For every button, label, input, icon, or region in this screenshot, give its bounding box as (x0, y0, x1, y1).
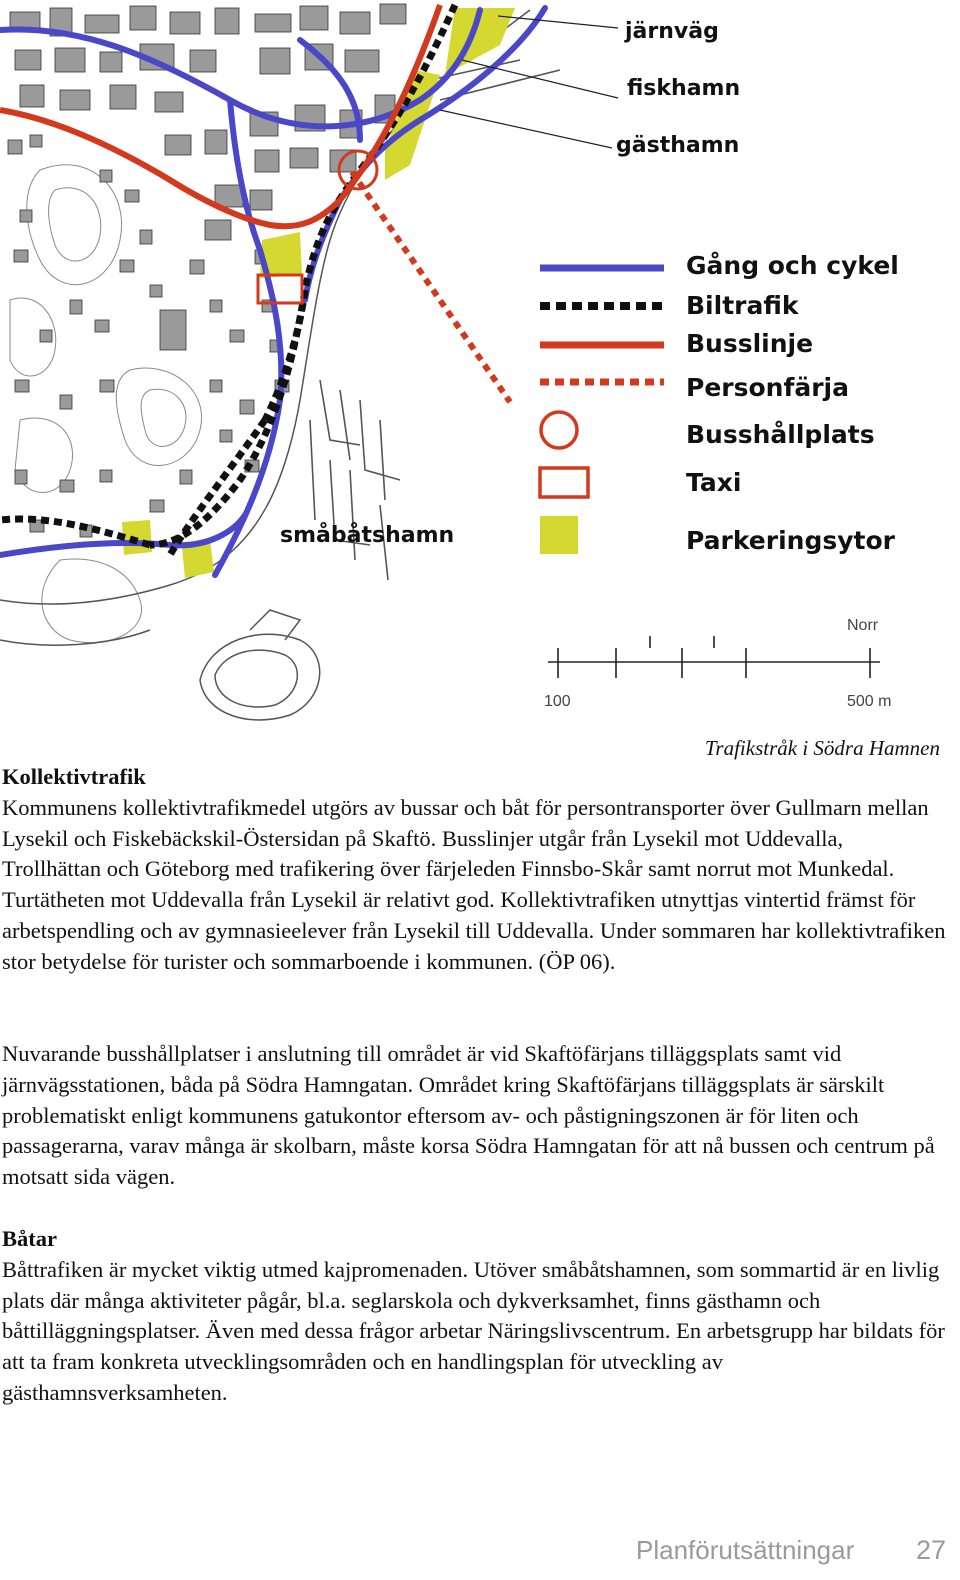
page-number: 27 (916, 1535, 947, 1565)
taxi-marker (258, 275, 302, 303)
footer-title: Planförutsättningar (636, 1535, 855, 1565)
legend-label-car: Biltrafik (686, 291, 799, 320)
car-traffic-routes (0, 5, 455, 555)
legend-label-bus-stop: Busshållplats (686, 420, 875, 449)
north-label: Norr (847, 617, 879, 634)
legend-bus-stop-symbol (541, 412, 577, 448)
label-fish-harbour: fiskhamn (627, 76, 741, 101)
section-bus-stops (2, 1039, 947, 1193)
paragraph: Kommunens kollektivtrafikmedel utgörs av bussar och båt för persontransporter över Gullmarn mellan Lysekil och Fiskebäckskil-Östersidan på Skaftö. Busslinjer utgår från Lysekil mot Uddevalla, Trollhättan och Göteborg med trafikering över färjeleden Finnsbo-Skår samt norrut mot Munkedal. Turtätheten mot Uddevalla från Lysekil är relativt god. Kollektivtrafiken utnyttjas vintertid främst för arbetspendling och av gymnasieelever från Lysekil till Uddevalla. Under sommaren har kollektivtrafiken stor betydelse för turister och sommarboende i kommunen. (ÖP 06). (2, 794, 946, 974)
legend-label-walk-cycle: Gång och cykel (686, 251, 899, 280)
scale-bar (548, 636, 880, 678)
legend-parking-symbol (540, 516, 578, 554)
scale-end-label: 500 m (847, 693, 892, 710)
label-marina: småbåtshamn (280, 523, 455, 548)
map-legend (540, 251, 899, 555)
paragraph: Nuvarande busshållplatser i anslutning till området är vid Skaftöfärjans tilläggsplats samt vid järnvägsstationen, båda på Södra Hamngatan. Området kring Skaftöfärjans tilläggsplats är särskilt problematiskt enligt kommunens gatukontor eftersom av- och påstigningszonen är för liten och passagerarna, varav många är skolbarn, måste korsa Södra Hamngatan för att nå bussen och centrum på motsatt sida vägen. (2, 1041, 935, 1190)
ferry-route (352, 172, 510, 402)
section-public-transport (2, 762, 947, 978)
paragraph: Båttrafiken är mycket viktig utmed kajpromenaden. Utöver småbåtshamnen, som sommartid är en livlig plats där många aktiviteter pågår, bl.a. seglarskola och dykverksamhet, finns gästhamn och båttilläggningsplatser. Även med dessa frågor arbetar Näringslivscentrum. En arbetsgrupp har bildats för att ta fram konkreta utvecklingsområden och en handlingsplan för utveckling av gästhamnsverksamheten. (2, 1256, 945, 1405)
map-caption: Trafikstråk i Södra Hamnen (704, 736, 940, 760)
section-heading: Kollektivtrafik (2, 764, 146, 789)
legend-label-ferry: Personfärja (686, 373, 849, 402)
terrain-contours (10, 165, 202, 643)
section-boats (2, 1224, 947, 1409)
traffic-map (0, 0, 960, 730)
section-heading: Båtar (2, 1226, 57, 1251)
label-guest-harbour: gästhamn (616, 133, 740, 158)
legend-taxi-symbol (540, 468, 588, 497)
scale-start-label: 100 (544, 693, 571, 710)
label-railway: järnväg (625, 19, 719, 44)
legend-label-bus-line: Busslinje (686, 329, 814, 358)
legend-label-taxi: Taxi (686, 468, 742, 497)
legend-label-parking: Parkeringsytor (686, 526, 895, 555)
